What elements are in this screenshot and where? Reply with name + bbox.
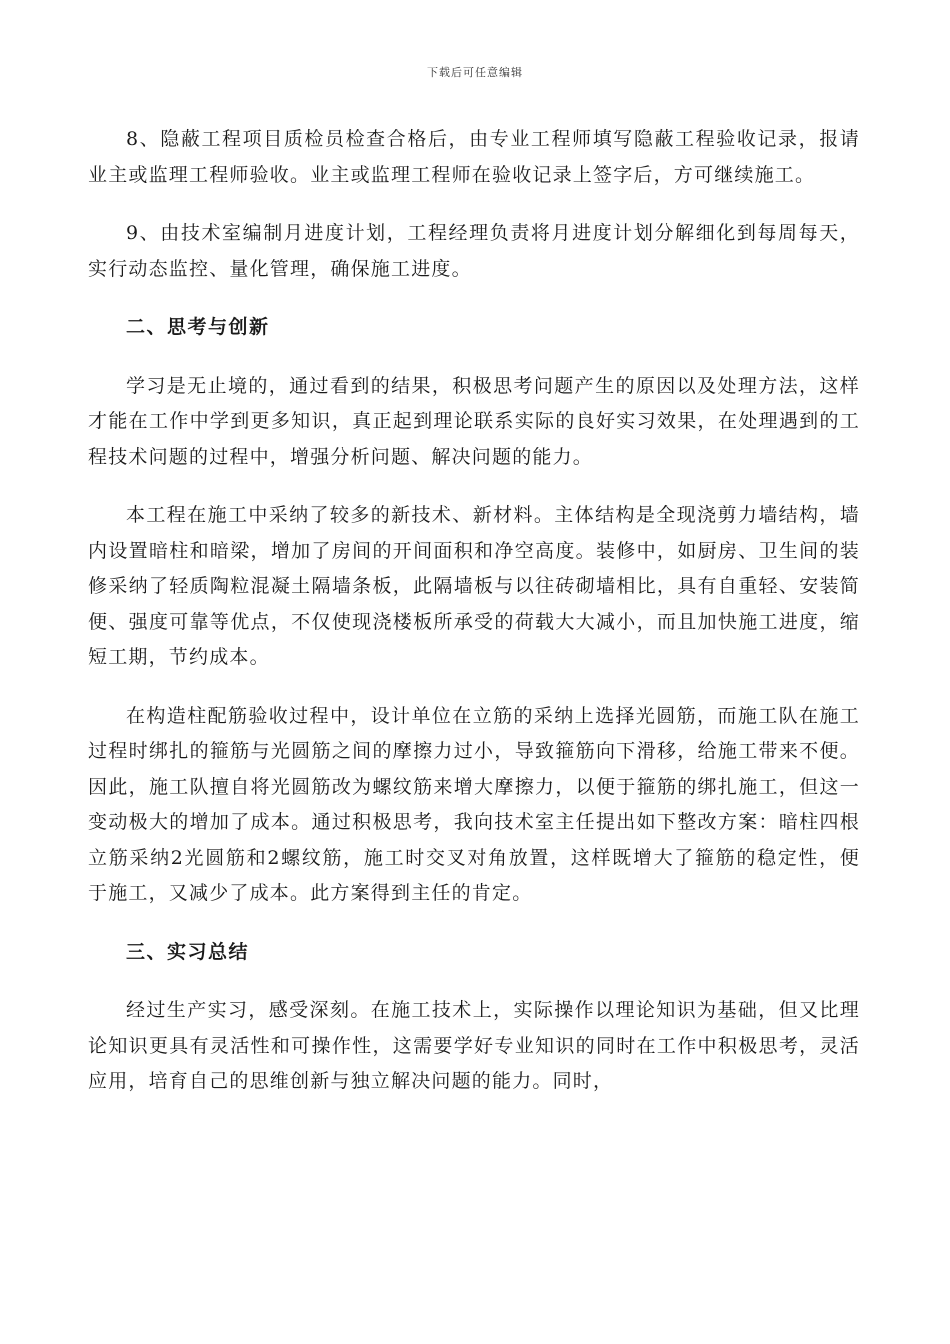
section-heading-internship-summary: 三、实习总结: [126, 940, 250, 963]
paragraph-rebar-acceptance: 在构造柱配筋验收过程中，设计单位在立筋的采纳上选择光圆筋，而施工队在施工过程时绑扎的箍筋与光圆筋之间的摩擦力过小，导致箍筋向下滑移，给施工带来不便。因此，施工队擅自将光圆筋改为螺纹筋来增大摩擦力，以便于箍筋的绑扎施工，但这一变动极大的增加了成本。通过积极思考，我向技术室主任提出如下整改方案：暗柱四根立筋采纳2光圆筋和2螺纹筋，施工时交叉对角放置，这样既增大了箍筋的稳定性，便于施工，又减少了成本。此方案得到主任的肯定。: [88, 704, 860, 904]
page-header: 下载后可任意编辑: [427, 66, 523, 79]
paragraph-item-9: 9、由技术室编制月进度计划，工程经理负责将月进度计划分解细化到每周每天，实行动态监控、量化管理，确保施工进度。: [88, 222, 860, 280]
paragraph-item-8: 8、隐蔽工程项目质检员检查合格后，由专业工程师填写隐蔽工程验收记录，报请业主或监理工程师验收。业主或监理工程师在验收记录上签字后，方可继续施工。: [88, 128, 860, 186]
paragraph-summary: 经过生产实习，感受深刻。在施工技术上，实际操作以理论知识为基础，但又比理论知识更具有灵活性和可操作性，这需要学好专业知识的同时在工作中积极思考，灵活应用，培育自己的思维创新与独立解决问题的能力。同时，: [88, 999, 860, 1092]
document-body: [88, 122, 860, 1100]
paragraph-study: 学习是无止境的，通过看到的结果，积极思考问题产生的原因以及处理方法，这样才能在工作中学到更多知识，真正起到理论联系实际的良好实习效果，在处理遇到的工程技术问题的过程中，增强分析问题、解决问题的能力。: [88, 374, 860, 468]
paragraph-project-tech: 本工程在施工中采纳了较多的新技术、新材料。主体结构是全现浇剪力墙结构，墙内设置暗柱和暗梁，增加了房间的开间面积和净空高度。装修中，如厨房、卫生间的装修采纳了轻质陶粒混凝土隔墙条板，此隔墙板与以往砖砌墙相比，具有自重轻、安装简便、强度可靠等优点，不仅使现浇楼板所承受的荷载大大减小，而且加快施工进度，缩短工期，节约成本。: [88, 504, 860, 668]
section-heading-thinking-innovation: 二、思考与创新: [126, 316, 270, 338]
